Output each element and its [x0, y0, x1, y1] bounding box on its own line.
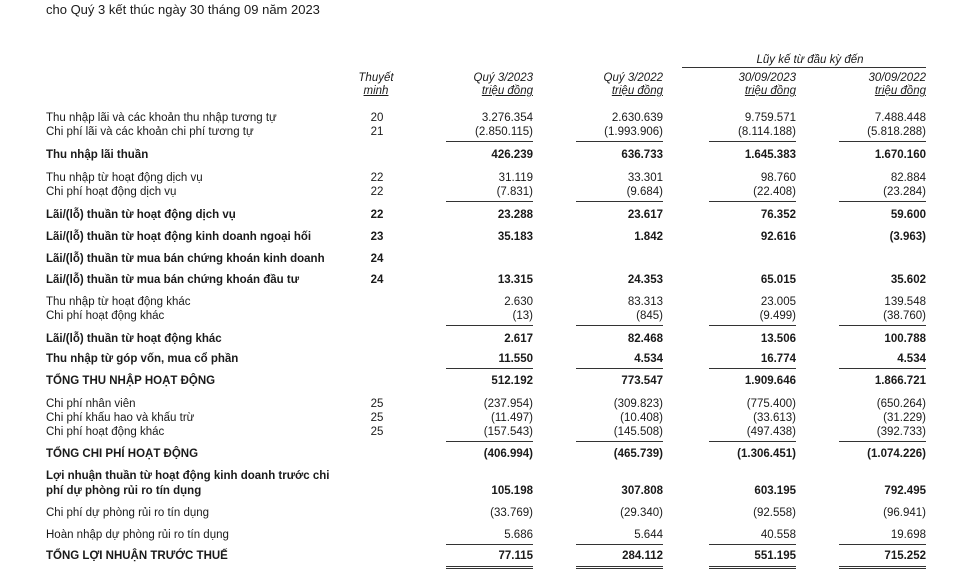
- subtotal-rule: [839, 141, 926, 142]
- value-ytd-2022: (31.229): [883, 412, 926, 424]
- row-note: 25: [370, 426, 384, 438]
- value-q3-2023: (2.850.115): [475, 126, 533, 138]
- row-note: 25: [370, 398, 384, 410]
- value-q3-2022: 23.617: [627, 209, 663, 221]
- note-header-line1: Thuyết: [358, 72, 394, 84]
- value-q3-2023: (157.543): [483, 426, 533, 438]
- value-ytd-2022: 792.495: [884, 485, 926, 497]
- row-label: TỔNG LỢI NHUẬN TRƯỚC THUẾ: [46, 550, 228, 562]
- column-header-period: 30/09/2022: [868, 72, 926, 84]
- table-row-total: [0, 447, 967, 461]
- value-ytd-2023: (9.499): [759, 310, 796, 322]
- total-double-rule: [446, 566, 533, 567]
- value-ytd-2022: 1.866.721: [874, 375, 926, 387]
- value-q3-2022: 33.301: [627, 172, 663, 184]
- column-header-unit: triệu đồng: [611, 85, 663, 97]
- total-double-rule: [839, 566, 926, 567]
- value-ytd-2023: 1.909.646: [744, 375, 796, 387]
- table-row-total: [0, 148, 967, 162]
- value-ytd-2023: (497.438): [746, 426, 796, 438]
- value-ytd-2023: 1.645.383: [744, 149, 796, 161]
- value-q3-2022: (845): [636, 310, 663, 322]
- note-header-line2: minh: [363, 85, 389, 97]
- value-q3-2022: 82.468: [627, 333, 663, 345]
- subtotal-rule: [839, 325, 926, 326]
- row-label: Thu nhập lãi và các khoản thu nhập tương tự: [46, 112, 277, 124]
- table-row: [0, 111, 967, 125]
- value-ytd-2023: (1.306.451): [737, 448, 796, 460]
- value-q3-2023: 35.183: [497, 231, 533, 243]
- value-q3-2023: (33.769): [490, 507, 533, 519]
- value-q3-2022: (145.508): [613, 426, 663, 438]
- row-note: 22: [370, 186, 384, 198]
- value-ytd-2022: 19.698: [890, 529, 926, 541]
- subtotal-rule: [709, 141, 796, 142]
- row-label: Chi phí lãi và các khoản chi phí tương tự: [46, 126, 254, 138]
- row-label: Chi phí dự phòng rủi ro tín dụng: [46, 507, 210, 519]
- subtotal-rule: [446, 325, 533, 326]
- value-q3-2023: (13): [512, 310, 533, 322]
- table-row: [0, 425, 967, 439]
- table-row-total: [0, 469, 967, 483]
- value-q3-2022: 636.733: [621, 149, 663, 161]
- value-ytd-2022: (650.264): [876, 398, 926, 410]
- value-ytd-2023: (92.558): [753, 507, 796, 519]
- row-label: Chi phí hoạt động khác: [46, 426, 165, 438]
- note-column-header: [352, 72, 400, 98]
- row-note: 24: [370, 253, 384, 265]
- column-header-q3-2022: [563, 72, 663, 98]
- value-q3-2022: 24.353: [627, 274, 663, 286]
- value-q3-2022: (309.823): [613, 398, 663, 410]
- value-q3-2023: 23.288: [497, 209, 533, 221]
- subtotal-rule: [576, 544, 663, 545]
- total-double-rule: [709, 568, 796, 569]
- row-label: Lãi/(lỗ) thuần từ mua bán chứng khoán đầu tư: [46, 274, 300, 286]
- row-label: Thu nhập từ góp vốn, mua cổ phần: [46, 353, 239, 365]
- value-ytd-2022: 1.670.160: [874, 149, 926, 161]
- value-ytd-2023: 92.616: [760, 231, 796, 243]
- table-row-total: [0, 352, 967, 366]
- subtotal-rule: [446, 141, 533, 142]
- value-ytd-2022: (1.074.226): [867, 448, 926, 460]
- row-note: 25: [370, 412, 384, 424]
- value-ytd-2023: 23.005: [760, 296, 796, 308]
- table-row: [0, 295, 967, 309]
- value-q3-2023: 3.276.354: [481, 112, 533, 124]
- row-label: Lãi/(lỗ) thuần từ hoạt động dịch vụ: [46, 209, 236, 221]
- subtotal-rule: [709, 368, 796, 369]
- subtotal-rule: [839, 544, 926, 545]
- value-q3-2022: 4.534: [634, 353, 663, 365]
- value-ytd-2023: 13.506: [760, 333, 796, 345]
- value-q3-2022: 2.630.639: [611, 112, 663, 124]
- value-ytd-2022: 82.884: [890, 172, 926, 184]
- value-q3-2022: (465.739): [613, 448, 663, 460]
- value-ytd-2023: (22.408): [753, 186, 796, 198]
- row-label: Chi phí nhân viên: [46, 398, 136, 410]
- row-label-continued: phí dự phòng rủi ro tín dụng: [46, 485, 202, 497]
- value-q3-2023: (11.497): [491, 412, 533, 424]
- column-header-ytd-2023: [696, 72, 796, 98]
- table-row: [0, 185, 967, 199]
- value-q3-2023: 2.617: [504, 333, 533, 345]
- value-ytd-2023: 76.352: [760, 209, 796, 221]
- table-row: [0, 309, 967, 323]
- value-ytd-2022: (38.760): [883, 310, 926, 322]
- value-ytd-2022: (3.963): [889, 231, 926, 243]
- value-q3-2023: (406.994): [483, 448, 533, 460]
- value-q3-2022: 5.644: [634, 529, 663, 541]
- value-ytd-2023: (775.400): [746, 398, 796, 410]
- value-ytd-2022: (5.818.288): [867, 126, 926, 138]
- total-double-rule: [839, 568, 926, 569]
- row-label: Thu nhập lãi thuần: [46, 149, 149, 161]
- subtotal-rule: [709, 201, 796, 202]
- subtotal-rule: [576, 368, 663, 369]
- table-row-grand-total: [0, 549, 967, 563]
- row-label: Thu nhập từ hoạt động dịch vụ: [46, 172, 203, 184]
- value-ytd-2023: 65.015: [760, 274, 796, 286]
- subtotal-rule: [709, 544, 796, 545]
- column-header-unit: triệu đồng: [874, 85, 926, 97]
- subtotal-rule: [839, 368, 926, 369]
- row-label: TỔNG THU NHẬP HOẠT ĐỘNG: [46, 375, 216, 387]
- value-q3-2023: (7.831): [496, 186, 533, 198]
- table-row: [0, 528, 967, 542]
- value-ytd-2022: 139.548: [884, 296, 926, 308]
- subtotal-rule: [446, 201, 533, 202]
- table-row-total: [0, 252, 967, 266]
- value-ytd-2022: (23.284): [883, 186, 926, 198]
- subtotal-rule: [576, 325, 663, 326]
- table-row-total: [0, 208, 967, 222]
- row-label: TỔNG CHI PHÍ HOẠT ĐỘNG: [46, 448, 199, 460]
- row-note: 22: [370, 209, 384, 221]
- row-note: 21: [370, 126, 384, 138]
- column-header-ytd-2022: [826, 72, 926, 98]
- table-row-total: [0, 332, 967, 346]
- value-q3-2022: (9.684): [626, 186, 663, 198]
- row-note: 23: [370, 231, 384, 243]
- row-label: Lãi/(lỗ) thuần từ mua bán chứng khoán kinh doanh: [46, 253, 325, 265]
- value-q3-2022: 1.842: [634, 231, 663, 243]
- row-label: Thu nhập từ hoạt động khác: [46, 296, 191, 308]
- table-row-total: [0, 374, 967, 388]
- subtotal-rule: [839, 441, 926, 442]
- value-ytd-2023: (33.613): [753, 412, 796, 424]
- column-header-period: Quý 3/2022: [603, 72, 663, 84]
- subtotal-rule: [576, 441, 663, 442]
- value-ytd-2022: 100.788: [884, 333, 926, 345]
- table-row: [0, 411, 967, 425]
- column-header-unit: triệu đồng: [744, 85, 796, 97]
- table-row: [0, 171, 967, 185]
- total-double-rule: [709, 566, 796, 567]
- table-row-total: [0, 484, 967, 498]
- group-header-rule: [682, 67, 926, 68]
- subtotal-rule: [446, 441, 533, 442]
- table-row-total: [0, 230, 967, 244]
- column-header-unit: triệu đồng: [481, 85, 533, 97]
- value-q3-2023: 5.686: [504, 529, 533, 541]
- value-ytd-2022: 7.488.448: [874, 112, 926, 124]
- value-q3-2023: 77.115: [498, 550, 533, 562]
- value-q3-2023: 11.550: [498, 353, 533, 365]
- row-note: 20: [370, 112, 384, 124]
- table-row: [0, 397, 967, 411]
- column-header-period: 30/09/2023: [738, 72, 796, 84]
- column-header-q3-2023: [433, 72, 533, 98]
- value-ytd-2023: 40.558: [760, 529, 796, 541]
- subtotal-rule: [709, 441, 796, 442]
- value-ytd-2022: 4.534: [897, 353, 926, 365]
- value-q3-2022: (1.993.906): [604, 126, 663, 138]
- value-q3-2022: 83.313: [627, 296, 663, 308]
- column-header-period: Quý 3/2023: [473, 72, 533, 84]
- value-ytd-2023: 98.760: [760, 172, 796, 184]
- value-q3-2022: (10.408): [620, 412, 663, 424]
- subtotal-rule: [446, 368, 533, 369]
- value-ytd-2023: (8.114.188): [738, 126, 796, 138]
- value-ytd-2023: 603.195: [754, 485, 796, 497]
- value-q3-2023: (237.954): [483, 398, 533, 410]
- value-q3-2023: 13.315: [497, 274, 533, 286]
- row-label: Hoàn nhập dự phòng rủi ro tín dụng: [46, 529, 229, 541]
- value-q3-2023: 2.630: [504, 296, 533, 308]
- row-label: Lãi/(lỗ) thuần từ hoạt động khác: [46, 333, 222, 345]
- subtotal-rule: [839, 201, 926, 202]
- cumulative-group-label: Lũy kế từ đầu kỳ đến: [756, 54, 864, 66]
- value-q3-2022: 773.547: [621, 375, 663, 387]
- value-ytd-2022: (392.733): [876, 426, 926, 438]
- row-note: 24: [370, 274, 384, 286]
- row-label: Lợi nhuận thuần từ hoạt động kinh doanh trước chi: [46, 470, 330, 482]
- subtotal-rule: [709, 325, 796, 326]
- subtotal-rule: [446, 544, 533, 545]
- value-q3-2022: 284.112: [622, 550, 663, 562]
- value-ytd-2022: 715.252: [884, 550, 926, 562]
- total-double-rule: [576, 568, 663, 569]
- value-ytd-2022: 59.600: [890, 209, 926, 221]
- total-double-rule: [446, 568, 533, 569]
- value-ytd-2023: 16.774: [760, 353, 796, 365]
- table-row-total: [0, 273, 967, 287]
- table-row: [0, 125, 967, 139]
- row-label: Chi phí hoạt động khác: [46, 310, 165, 322]
- total-double-rule: [576, 566, 663, 567]
- value-ytd-2022: (96.941): [883, 507, 926, 519]
- value-ytd-2023: 551.195: [754, 550, 796, 562]
- subtotal-rule: [576, 141, 663, 142]
- statement-subtitle: cho Quý 3 kết thúc ngày 30 tháng 09 năm 2023: [46, 2, 320, 17]
- value-q3-2023: 426.239: [491, 149, 533, 161]
- value-ytd-2023: 9.759.571: [744, 112, 796, 124]
- subtotal-rule: [576, 201, 663, 202]
- value-ytd-2022: 35.602: [890, 274, 926, 286]
- value-q3-2023: 512.192: [491, 375, 533, 387]
- row-label: Chi phí hoạt động dịch vụ: [46, 186, 177, 198]
- table-row: [0, 506, 967, 520]
- row-note: 22: [370, 172, 384, 184]
- value-q3-2023: 31.119: [498, 172, 533, 184]
- value-q3-2023: 105.198: [491, 485, 533, 497]
- value-q3-2022: (29.340): [620, 507, 663, 519]
- row-label: Chi phí khấu hao và khấu trừ: [46, 412, 195, 424]
- row-label: Lãi/(lỗ) thuần từ hoạt động kinh doanh ngoại hối: [46, 231, 312, 243]
- value-q3-2022: 307.808: [621, 485, 663, 497]
